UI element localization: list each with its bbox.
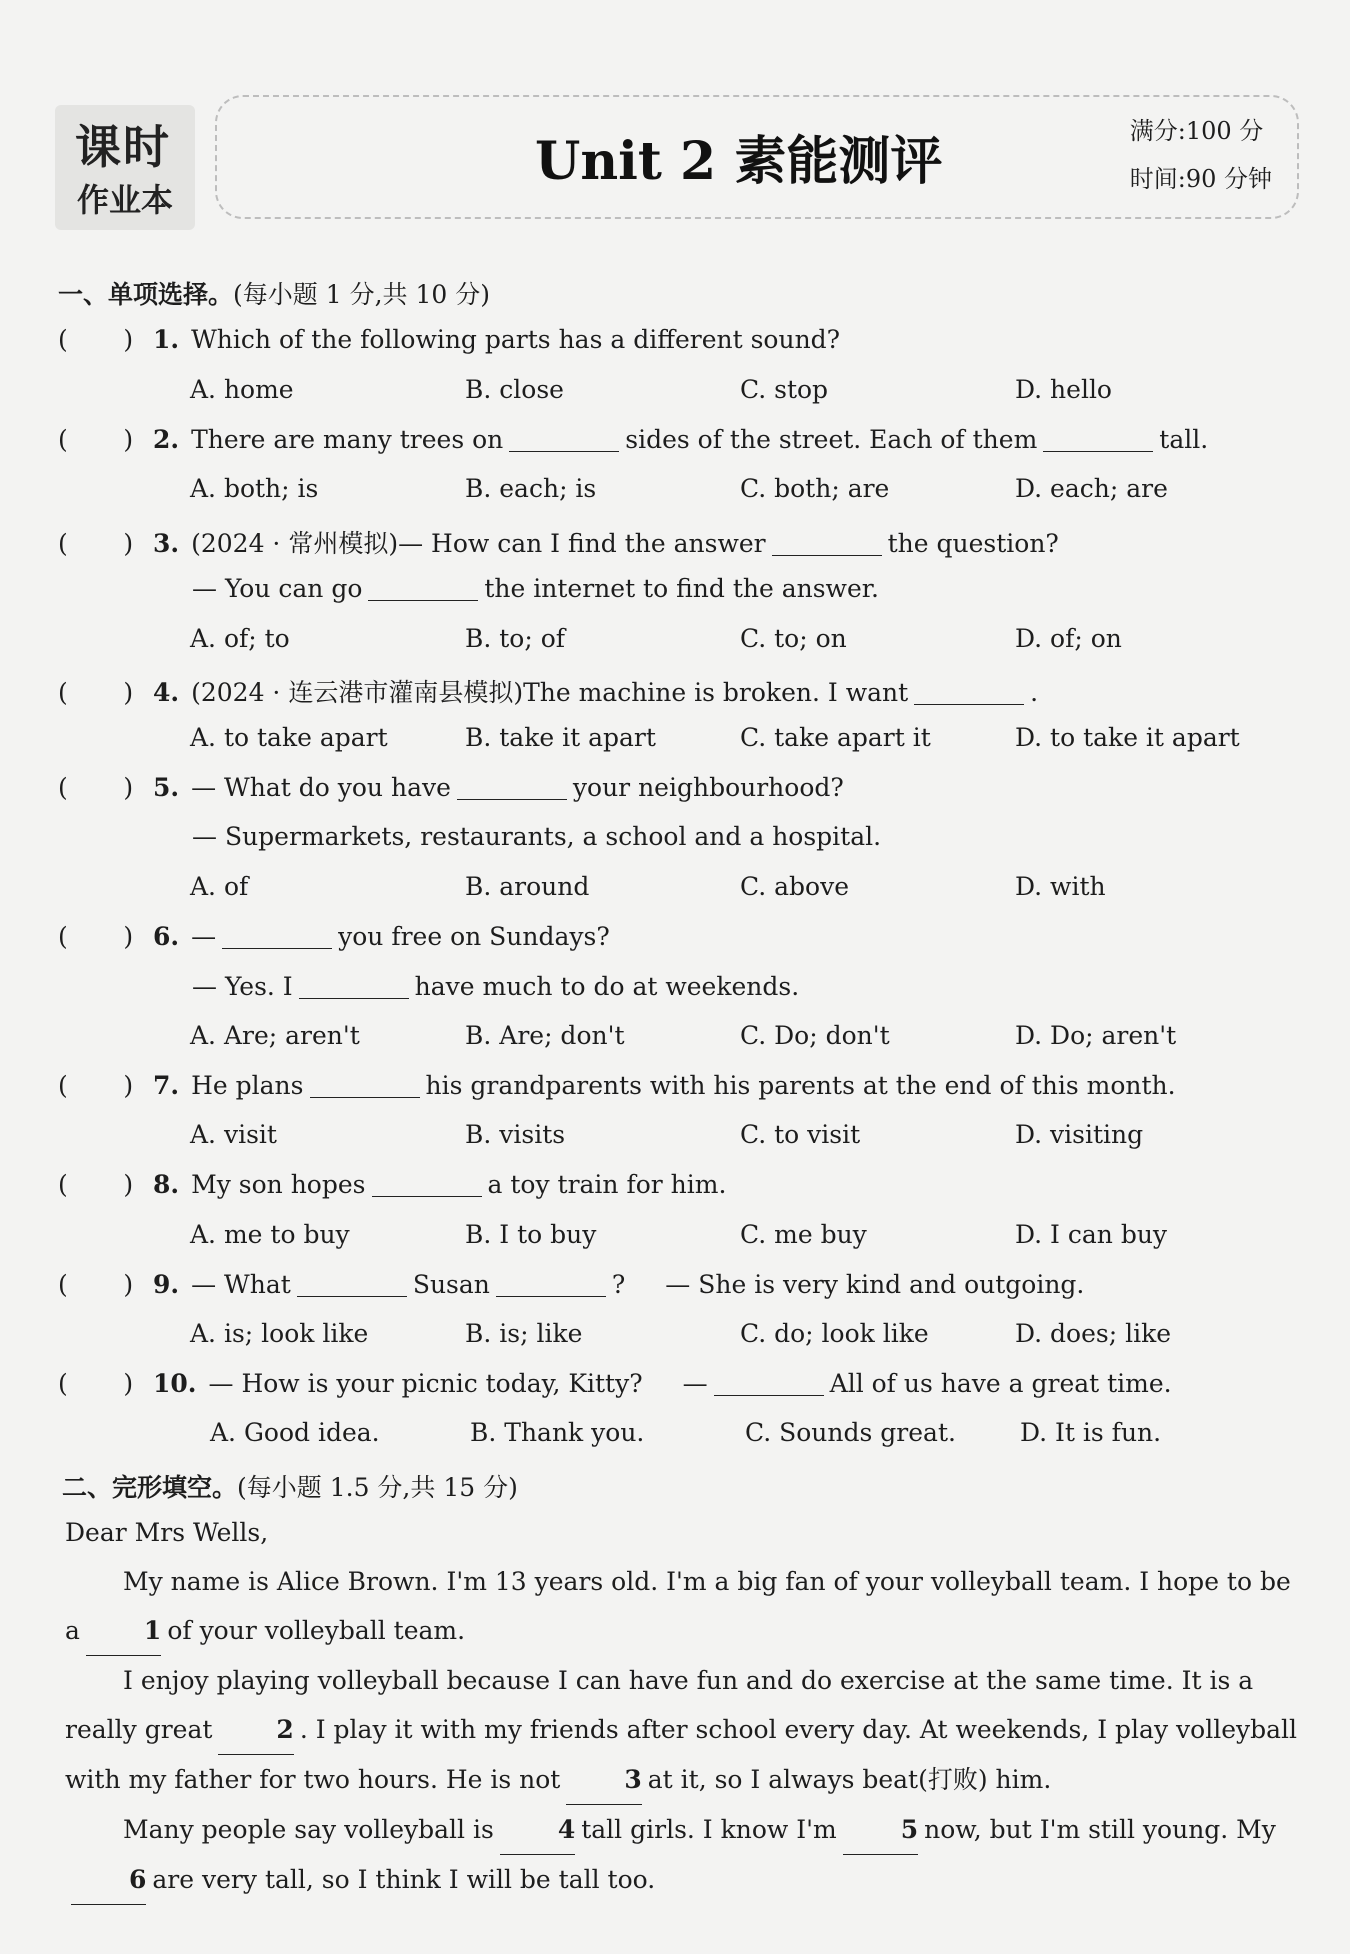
answer-blank[interactable]	[772, 530, 882, 556]
option-b[interactable]: B. Thank you.	[470, 1418, 645, 1447]
answer-blank[interactable]	[368, 575, 478, 601]
option-c[interactable]: C. Do; don't	[740, 1021, 890, 1050]
option-b[interactable]: B. Are; don't	[465, 1021, 625, 1050]
answer-blank[interactable]	[372, 1171, 482, 1197]
question-4	[58, 673, 1038, 709]
answer-blank[interactable]	[714, 1370, 824, 1396]
answer-blank[interactable]	[310, 1072, 420, 1098]
option-a[interactable]: A. Good idea.	[210, 1418, 380, 1447]
logo-line2: 作业本	[77, 181, 174, 219]
option-a[interactable]: A. of	[190, 872, 249, 901]
passage-text: of your volleyball team.	[167, 1616, 466, 1645]
logo	[55, 105, 195, 230]
question-text: There are many trees on	[191, 425, 504, 454]
passage-text: . I play it with my friends after school every day. At weekends, I play volleyball with my father for two hours. He is not	[65, 1715, 1298, 1794]
section-heading-2	[62, 1468, 518, 1504]
option-b[interactable]: B. close	[465, 375, 564, 404]
cloze-blank[interactable]: 5	[843, 1805, 918, 1855]
answer-bracket[interactable]: ( )	[58, 773, 134, 802]
answer-bracket[interactable]: ( )	[58, 325, 134, 354]
question-3	[58, 524, 1059, 560]
cloze-blank[interactable]: 1	[86, 1606, 161, 1656]
question-text: — Yes. I	[192, 972, 293, 1001]
answer-blank[interactable]	[222, 923, 332, 949]
paragraph-2	[65, 1656, 1305, 1805]
question-2	[58, 425, 1208, 454]
option-a[interactable]: A. me to buy	[190, 1220, 350, 1249]
answer-bracket[interactable]: ( )	[58, 425, 134, 454]
option-b[interactable]: B. each; is	[465, 474, 597, 503]
option-a[interactable]: A. to take apart	[190, 723, 388, 752]
passage-text: are very tall, so I think I will be tall too.	[152, 1865, 656, 1894]
paragraph-1	[65, 1557, 1305, 1656]
question-3-line2	[192, 574, 879, 603]
option-b[interactable]: B. take it apart	[465, 723, 656, 752]
cloze-blank[interactable]: 2	[218, 1705, 293, 1755]
answer-blank[interactable]	[299, 973, 409, 999]
question-text: .	[1030, 678, 1039, 707]
option-d[interactable]: D. It is fun.	[1020, 1418, 1162, 1447]
option-b[interactable]: B. around	[465, 872, 590, 901]
answer-bracket[interactable]: ( )	[58, 1170, 134, 1199]
full-score: 满分:100 分	[1129, 117, 1264, 145]
question-text: —	[682, 1369, 708, 1398]
option-a[interactable]: A. visit	[190, 1120, 277, 1149]
question-number: 8.	[153, 1170, 180, 1199]
question-text: Susan	[412, 1270, 490, 1299]
question-number: 9.	[153, 1270, 180, 1299]
option-d[interactable]: D. I can buy	[1015, 1220, 1168, 1249]
question-text: — You can go	[192, 574, 363, 603]
passage-text: now, but I'm still young. My	[924, 1815, 1276, 1844]
option-d[interactable]: D. does; like	[1015, 1319, 1172, 1348]
option-d[interactable]: D. visiting	[1015, 1120, 1144, 1149]
option-b[interactable]: B. visits	[465, 1120, 566, 1149]
answer-blank[interactable]	[457, 774, 567, 800]
section-note: (每小题 1 分,共 10 分)	[233, 280, 490, 309]
question-text: — How is your picnic today, Kitty?	[208, 1369, 643, 1398]
option-a[interactable]: A. of; to	[190, 624, 290, 653]
question-text: ?	[611, 1270, 626, 1299]
cloze-blank[interactable]: 4	[500, 1805, 575, 1855]
answer-bracket[interactable]: ( )	[58, 1270, 134, 1299]
passage-text: tall girls. I know I'm	[581, 1815, 837, 1844]
question-text: — What do you have	[191, 773, 451, 802]
question-text: He plans	[191, 1071, 304, 1100]
option-c[interactable]: C. stop	[740, 375, 829, 404]
option-c[interactable]: C. to visit	[740, 1120, 861, 1149]
question-text: your neighbourhood?	[572, 773, 844, 802]
question-6	[58, 922, 610, 951]
question-5	[58, 773, 844, 802]
question-text: you free on Sundays?	[338, 922, 610, 951]
answer-bracket[interactable]: ( )	[58, 529, 134, 558]
title-box	[215, 95, 1299, 219]
section-heading-1	[58, 275, 490, 311]
question-text: his grandparents with his parents at the end of this month.	[425, 1071, 1176, 1100]
answer-bracket[interactable]: ( )	[58, 922, 134, 951]
question-6-line2	[192, 972, 799, 1001]
option-d[interactable]: D. hello	[1015, 375, 1112, 404]
page-title: Unit 2 素能测评	[535, 131, 943, 192]
answer-blank[interactable]	[496, 1271, 606, 1297]
answer-bracket[interactable]: ( )	[58, 1071, 134, 1100]
question-text: (2024 · 常州模拟)— How can I find the answer	[191, 529, 766, 558]
passage-text: My name is Alice Brown. I'm 13 years old. I'm a big fan of your volleyball team. I hope to be a	[65, 1567, 1291, 1645]
question-5-line2: — Supermarkets, restaurants, a school and a hospital.	[192, 822, 882, 851]
question-text: sides of the street. Each of them	[625, 425, 1038, 454]
answer-blank[interactable]	[509, 426, 619, 452]
option-c[interactable]: C. do; look like	[740, 1319, 929, 1348]
question-number: 3.	[153, 529, 180, 558]
question-text: have much to do at weekends.	[414, 972, 800, 1001]
question-number: 5.	[153, 773, 180, 802]
question-text: Which of the following parts has a different sound?	[191, 325, 841, 354]
header	[55, 95, 1295, 235]
option-b[interactable]: B. to; of	[465, 624, 566, 653]
question-number: 4.	[153, 678, 180, 707]
option-b[interactable]: B. I to buy	[465, 1220, 597, 1249]
time-limit: 时间:90 分钟	[1129, 165, 1272, 193]
question-text: — What	[191, 1270, 291, 1299]
option-a[interactable]: A. home	[190, 375, 294, 404]
question-9	[58, 1270, 1084, 1299]
passage-text: Many people say volleyball is	[123, 1815, 494, 1844]
answer-bracket[interactable]: ( )	[58, 678, 134, 707]
option-d[interactable]: D. Do; aren't	[1015, 1021, 1177, 1050]
question-text: My son hopes	[191, 1170, 366, 1199]
logo-line1: 课时	[75, 120, 171, 174]
score-time	[1130, 107, 1272, 203]
question-text: —	[191, 922, 217, 951]
option-b[interactable]: B. is; like	[465, 1319, 583, 1348]
question-7	[58, 1071, 1176, 1100]
question-number: 10.	[153, 1369, 197, 1398]
question-text: the internet to find the answer.	[484, 574, 879, 603]
cloze-passage	[65, 1508, 1305, 1905]
question-text: (2024 · 连云港市灌南县模拟)The machine is broken. I want	[191, 678, 909, 707]
question-text: All of us have a great time.	[829, 1369, 1172, 1398]
question-10	[58, 1369, 1172, 1398]
answer-blank[interactable]	[297, 1271, 407, 1297]
option-c[interactable]: C. me buy	[740, 1220, 867, 1249]
cloze-blank[interactable]: 3	[566, 1755, 641, 1805]
option-d[interactable]: D. to take it apart	[1015, 723, 1240, 752]
answer-bracket[interactable]: ( )	[58, 1369, 134, 1398]
cloze-blank[interactable]: 6	[71, 1855, 146, 1905]
salutation: Dear Mrs Wells,	[65, 1518, 269, 1547]
question-number: 1.	[153, 325, 180, 354]
option-d[interactable]: D. with	[1015, 872, 1106, 901]
option-c[interactable]: C. both; are	[740, 474, 890, 503]
question-text: a toy train for him.	[487, 1170, 727, 1199]
section-title: 二、完形填空。	[62, 1473, 238, 1502]
section-title: 一、单项选择。	[58, 280, 234, 309]
question-text: — She is very kind and outgoing.	[665, 1270, 1085, 1299]
paragraph-3	[65, 1805, 1305, 1905]
section-note: (每小题 1.5 分,共 15 分)	[237, 1473, 518, 1502]
option-d[interactable]: D. of; on	[1015, 624, 1122, 653]
question-text: tall.	[1159, 425, 1209, 454]
question-1	[58, 325, 840, 354]
option-a[interactable]: A. is; look like	[190, 1319, 369, 1348]
question-text: the question?	[887, 529, 1059, 558]
option-c[interactable]: C. Sounds great.	[745, 1418, 956, 1447]
question-number: 6.	[153, 922, 180, 951]
answer-blank[interactable]	[914, 679, 1024, 705]
option-c[interactable]: C. take apart it	[740, 723, 931, 752]
option-c[interactable]: C. to; on	[740, 624, 847, 653]
question-number: 2.	[153, 425, 180, 454]
question-8	[58, 1170, 726, 1199]
answer-blank[interactable]	[1043, 426, 1153, 452]
passage-text: at it, so I always beat(打败) him.	[647, 1765, 1052, 1794]
passage-text: I enjoy playing volleyball because I can have fun and do exercise at the same time. It is a really great	[65, 1666, 1254, 1744]
question-number: 7.	[153, 1071, 180, 1100]
option-a[interactable]: A. both; is	[190, 474, 319, 503]
option-c[interactable]: C. above	[740, 872, 850, 901]
option-a[interactable]: A. Are; aren't	[190, 1021, 360, 1050]
option-d[interactable]: D. each; are	[1015, 474, 1168, 503]
